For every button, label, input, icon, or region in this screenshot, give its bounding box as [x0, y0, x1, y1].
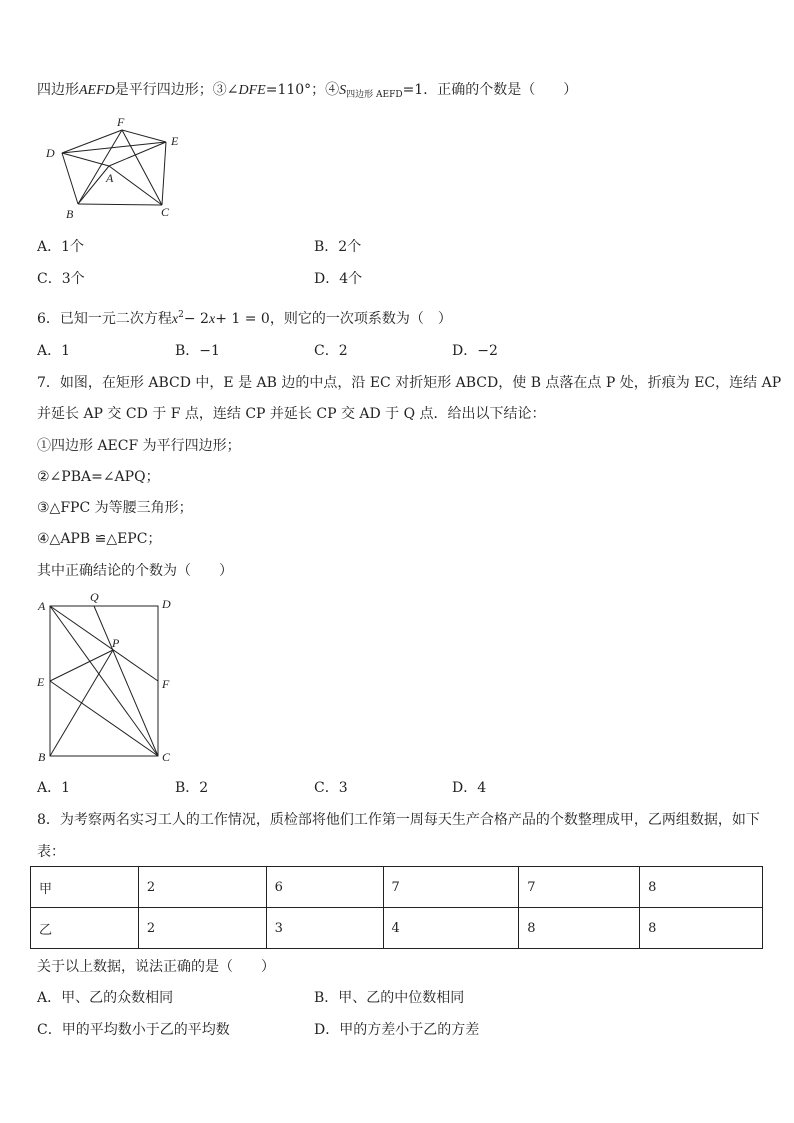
label-D: D	[162, 597, 171, 611]
fig5-edge	[122, 130, 166, 142]
q6-option-c[interactable]: C．2	[314, 343, 348, 359]
q5-stem-text: 四边形	[37, 82, 79, 98]
table-row	[31, 908, 763, 949]
q5-stem-text: 是平行四边形；③∠	[114, 82, 239, 98]
fig5-edge	[62, 153, 78, 204]
label-B: B	[66, 207, 74, 221]
q5-option-b[interactable]: B．2个	[314, 239, 362, 255]
table-cell: 7	[519, 867, 640, 908]
label-E: E	[37, 675, 45, 689]
q7-question: 其中正确结论的个数为（ ）	[37, 563, 233, 579]
q7-figure	[34, 588, 184, 768]
q6-stem-text: ，则它的一次项系数为（ ）	[269, 311, 452, 327]
q5-stem-sub: 四边形 AEFD	[346, 90, 403, 100]
fig5-edge	[78, 204, 162, 205]
label-Q: Q	[90, 590, 99, 604]
q5-stem-s: S	[339, 83, 347, 98]
q5-stem-text: =110°；④	[265, 82, 340, 98]
fig5-edge	[122, 130, 162, 205]
q7-conclusion-1: ①四边形 AECF 为平行四边形；	[37, 438, 241, 454]
q7-option-b[interactable]: B．2	[175, 780, 209, 796]
fig5-edge	[162, 142, 166, 205]
q5-stem-dfe: DFE	[238, 83, 266, 98]
q6-eq-x: x	[208, 312, 216, 327]
table-cell: 乙	[31, 908, 139, 949]
table-cell: 6	[266, 867, 383, 908]
q6-eq-mid: − 2	[183, 311, 209, 327]
table-cell: 8	[640, 908, 763, 949]
q6-eq-end: + 1 = 0	[215, 311, 270, 327]
label-C: C	[162, 750, 171, 764]
q5-stem	[37, 80, 577, 105]
q7-option-d[interactable]: D．4	[452, 780, 487, 796]
label-B: B	[38, 750, 46, 764]
q6-option-a[interactable]: A．1	[37, 343, 71, 359]
q5-option-d[interactable]: D．4个	[314, 271, 363, 287]
q8-stem-line2: 表：	[37, 844, 65, 860]
label-A: A	[38, 599, 46, 613]
q6-eq-x: x	[171, 312, 179, 327]
fig7-line-AF	[50, 606, 158, 681]
fig5-edge	[109, 166, 162, 205]
q7-stem-line1: 7．如图，在矩形 ABCD 中，E 是 AB 边的中点，沿 EC 对折矩形 ABCD，使 B 点落在点 P 处，折痕为 EC，连结 AP	[37, 375, 782, 391]
q7-stem-line2: 并延长 AP 交 CD 于 F 点，连结 CP 并延长 CP 交 AD 于 Q 点．给出以下结论：	[37, 406, 546, 422]
q7-conclusion-2: ②∠PBA=∠APQ；	[37, 469, 160, 485]
label-D: D	[46, 146, 55, 160]
q5-figure	[40, 110, 200, 225]
table-cell: 甲	[31, 867, 139, 908]
fig5-edge	[109, 142, 166, 166]
table-cell: 3	[266, 908, 383, 949]
q6-option-d[interactable]: D．−2	[452, 343, 498, 359]
q8-option-c[interactable]: C．甲的平均数小于乙的平均数	[37, 1022, 230, 1038]
fig5-edge	[78, 130, 122, 204]
q6-stem-text: 6．已知一元二次方程	[37, 311, 172, 327]
q8-option-b[interactable]: B．甲、乙的中位数相同	[314, 990, 465, 1006]
q8-stem-line1: 8．为考察两名实习工人的工作情况，质检部将他们工作第一周每天生产合格产品的个数整理成甲，乙两组数据，如下	[37, 812, 760, 828]
q5-option-c[interactable]: C．3个	[37, 271, 85, 287]
q7-option-c[interactable]: C．3	[314, 780, 348, 796]
table-cell: 2	[138, 908, 266, 949]
q8-data-table	[30, 866, 763, 949]
q8-option-a[interactable]: A．甲、乙的众数相同	[37, 990, 174, 1006]
q7-option-a[interactable]: A．1	[37, 780, 71, 796]
table-row	[31, 867, 763, 908]
table-cell: 2	[138, 867, 266, 908]
label-C: C	[161, 205, 170, 219]
label-F: F	[117, 115, 125, 129]
table-cell: 8	[640, 867, 763, 908]
label-P: P	[112, 636, 120, 650]
q6-stem	[37, 305, 452, 330]
q5-stem-text: =1．正确的个数是（ ）	[402, 82, 578, 98]
q8-option-d[interactable]: D．甲的方差小于乙的方差	[314, 1022, 480, 1038]
label-F: F	[162, 677, 170, 691]
table-cell: 7	[383, 867, 519, 908]
label-E: E	[171, 134, 179, 148]
q5-option-a[interactable]: A．1个	[37, 239, 85, 255]
q5-stem-aefd: AEFD	[79, 83, 115, 98]
q8-question: 关于以上数据，说法正确的是（ ）	[37, 959, 275, 975]
q6-eq-exp: 2	[178, 310, 184, 320]
table-cell: 4	[383, 908, 519, 949]
fig5-edge	[78, 166, 109, 204]
q7-conclusion-3: ③△FPC 为等腰三角形；	[37, 500, 193, 516]
q7-conclusion-4: ④△APB ≌△EPC；	[37, 531, 162, 547]
label-A: A	[106, 171, 114, 185]
q6-option-b[interactable]: B．−1	[175, 343, 220, 359]
table-cell: 8	[519, 908, 640, 949]
